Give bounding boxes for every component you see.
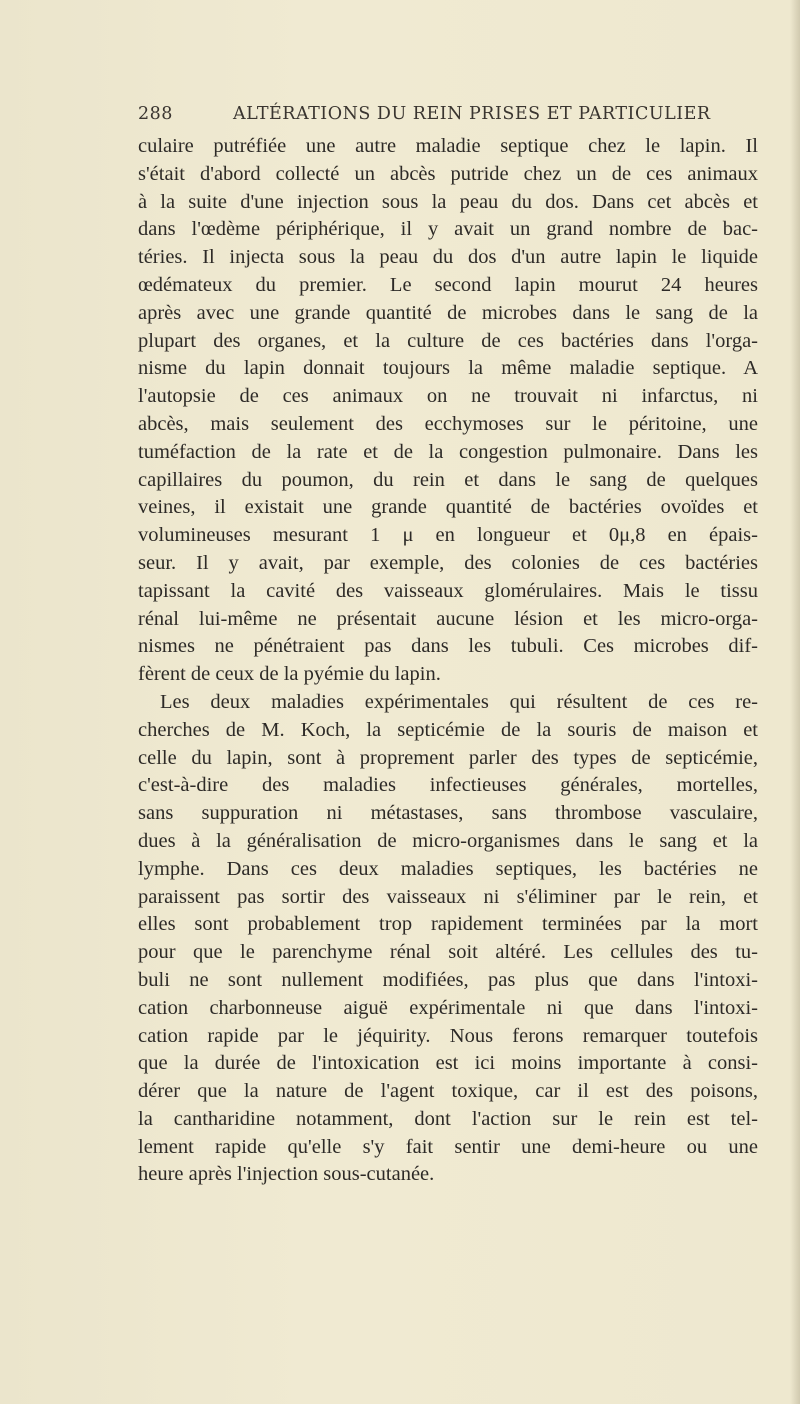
text-line: veines, il existait une grande quantité de bactéries ovoïdes et	[138, 496, 758, 519]
text-line: sans suppuration ni métastases, sans thrombose vasculaire,	[138, 802, 758, 825]
text-line: après avec une grande quantité de microbes dans le sang de la	[138, 301, 758, 324]
paragraph	[138, 689, 758, 1189]
text-line: fèrent de ceux de la pyémie du lapin.	[138, 663, 441, 686]
text-line: c'est-à-dire des maladies infectieuses générales, mortelles,	[138, 774, 758, 797]
paragraph	[138, 133, 758, 689]
text-line: paraissent pas sortir des vaisseaux ni s'éliminer par le rein, et	[138, 885, 758, 908]
page-number: 288	[138, 104, 173, 124]
text-line: cation rapide par le jéquirity. Nous ferons remarquer toutefois	[138, 1024, 758, 1047]
text-line: dues à la généralisation de micro-organismes dans le sang et la	[138, 829, 758, 852]
text-line: Les deux maladies expérimentales qui résultent de ces re-	[160, 690, 758, 713]
text-line: la cantharidine notamment, dont l'action sur le rein est tel-	[138, 1107, 758, 1130]
text-line: abcès, mais seulement des ecchymoses sur le péritoine, une	[138, 412, 758, 435]
running-header	[138, 104, 758, 128]
text-line: heure après l'injection sous-cutanée.	[138, 1163, 435, 1186]
text-line: téries. Il injecta sous la peau du dos d'un autre lapin le liquide	[138, 246, 758, 269]
text-line: tuméfaction de la rate et de la congestion pulmonaire. Dans les	[138, 440, 758, 463]
text-line: tapissant la cavité des vaisseaux glomérulaires. Mais le tissu	[138, 579, 758, 602]
text-line: culaire putréfiée une autre maladie septique chez le lapin. Il	[138, 135, 758, 157]
text-line: que la durée de l'intoxication est ici moins importante à consi-	[138, 1052, 758, 1075]
text-line: dérer que la nature de l'agent toxique, car il est des poisons,	[138, 1080, 758, 1103]
page-edge-shadow	[790, 0, 800, 1404]
text-line: cation charbonneuse aiguë expérimentale ni que dans l'intoxi-	[138, 996, 758, 1019]
body-text	[138, 133, 758, 1189]
text-line: celle du lapin, sont à proprement parler des types de septicémie,	[138, 746, 758, 769]
text-line: elles sont probablement trop rapidement terminées par la mort	[138, 913, 758, 936]
text-line: lement rapide qu'elle s'y fait sentir une demi-heure ou une	[138, 1135, 758, 1158]
text-line: s'était d'abord collecté un abcès putride chez un de ces animaux	[138, 162, 758, 185]
text-line: nismes ne pénétraient pas dans les tubuli. Ces microbes dif-	[138, 635, 758, 658]
text-line: à la suite d'une injection sous la peau du dos. Dans cet abcès et	[138, 190, 758, 213]
text-line: pour que le parenchyme rénal soit altéré. Les cellules des tu-	[138, 941, 758, 964]
text-line: lymphe. Dans ces deux maladies septiques, les bactéries ne	[138, 857, 758, 880]
text-line: buli ne sont nullement modifiées, pas plus que dans l'intoxi-	[138, 968, 758, 991]
running-title: ALTÉRATIONS DU REIN PRISES ET PARTICULIER	[233, 104, 711, 124]
text-line: capillaires du poumon, du rein et dans le sang de quelques	[138, 468, 758, 491]
text-line: œdémateux du premier. Le second lapin mourut 24 heures	[138, 273, 758, 296]
text-line: cherches de M. Koch, la septicémie de la souris de maison et	[138, 718, 758, 741]
text-line: nisme du lapin donnait toujours la même maladie septique. A	[138, 357, 758, 380]
text-line: volumineuses mesurant 1 μ en longueur et 0μ,8 en épais-	[138, 524, 758, 547]
text-line: dans l'œdème périphérique, il y avait un grand nombre de bac-	[138, 218, 758, 241]
text-line: plupart des organes, et la culture de ces bactéries dans l'orga-	[138, 329, 758, 352]
text-line: l'autopsie de ces animaux on ne trouvait ni infarctus, ni	[138, 385, 758, 408]
text-line: rénal lui-même ne présentait aucune lésion et les micro-orga-	[138, 607, 758, 630]
text-line: seur. Il y avait, par exemple, des colonies de ces bactéries	[138, 551, 758, 574]
